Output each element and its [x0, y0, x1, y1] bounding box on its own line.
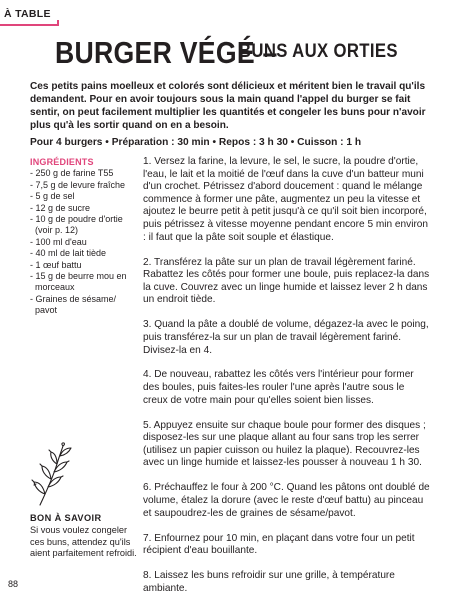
- step-6: 6. Préchauffez le four à 200 °C. Quand les pâtons ont doublé de volume, étalez la dorure (avec le reste d'œuf battu) au pinceau et saupoudrez-les de graines de sésame/pavot.: [143, 482, 430, 519]
- ingredient-item: - 250 g de farine T55: [30, 168, 114, 179]
- ingredient-item: - 15 g de beurre mou en morceaux: [30, 271, 127, 293]
- ingredient-item: - 7,5 g de levure fraîche: [30, 179, 126, 190]
- step-1: 1. Versez la farine, la levure, le sel, le sucre, la poudre d'ortie, l'eau, le lait et la moitié de l'œuf dans la cuve d'un batteur muni d'un crochet. Pétrissez d'abord doucement : quand le mélange commence à former une pâte, augmentez un peu la vitesse et ajoutez le beurre petit à petit jusqu'à ce qu'il soit bien incorporé, puis pétrissez à vitesse moyenne pendant encore 5 min environ : il faut que la pâte soit souple et élastique.: [143, 156, 429, 243]
- ingredients-title: INGRÉDIENTS: [30, 157, 94, 167]
- tip-title: BON À SAVOIR: [30, 513, 102, 523]
- step-7: 7. Enfournez pour 10 min, en plaçant dans votre four un petit récipient d'eau bouillante.: [143, 532, 415, 557]
- herb-sprig-icon: [30, 442, 80, 507]
- page-number: 88: [8, 579, 19, 589]
- section-tag-tick: [57, 20, 59, 26]
- ingredient-item: - 12 g de sucre: [30, 202, 91, 213]
- ingredient-item: - 40 ml de lait tiède: [30, 248, 107, 259]
- recipe-meta: Pour 4 burgers • Préparation : 30 min • Repos : 3 h 30 • Cuisson : 1 h: [30, 137, 362, 148]
- ingredient-item: - 5 g de sel: [30, 191, 75, 202]
- step-5: 5. Appuyez ensuite sur chaque boule pour former des disques ; disposez-les sur une plaque allant au four sans trop les serrer (utilisez un papier cuisson ou huilez la plaque). Recouvrez-les avec un linge humide et laissez-les pousser à nouveau 1 h 30.: [143, 419, 426, 469]
- ingredient-item: - 1 œuf battu: [30, 259, 82, 270]
- ingredients-panel: [30, 157, 135, 317]
- step-8: 8. Laissez les buns refroidir sur une grille, à température ambiante.: [143, 570, 395, 594]
- ingredients-list: [30, 168, 135, 316]
- ingredient-item: - Graines de sésame/ pavot: [30, 293, 117, 316]
- recipe-intro: Ces petits pains moelleux et colorés sont délicieux et méritent bien le travail qu'ils demandent. Pour en avoir toujours sous la main quand l'appel du burger se fait sentir, on peut facilement multiplier les quantités et congeler les buns pour n'avoir plus qu'à les sortir quand on en a besoin.: [30, 81, 426, 131]
- tip-box: [30, 513, 140, 560]
- step-3: 3. Quand la pâte a doublé de volume, dégazez-la avec le poing, puis transférez-la sur un plan de travail légèrement fariné. Divisez-la en 4.: [143, 319, 429, 356]
- recipe-title-sub: BUNS AUX ORTIES: [239, 41, 398, 62]
- ingredient-item: - 10 g de poudre d'ortie (voir p. 12): [30, 214, 123, 236]
- recipe-title-main: BURGER VÉGÉ –: [55, 35, 278, 70]
- section-tag-underline: [0, 24, 58, 26]
- section-tag-label: À TABLE: [4, 8, 51, 20]
- recipe-title: [55, 35, 435, 71]
- recipe-steps: [143, 156, 431, 600]
- tip-text: Si vous voulez congeler ces buns, attendez qu'ils aient parfaitement refroidi.: [30, 525, 137, 559]
- step-4: 4. De nouveau, rabattez les côtés vers l'intérieur pour former des boules, puis faites-les rouler l'une après l'autre sous le creux de votre main pour qu'elles soient bien lisses.: [143, 369, 414, 406]
- section-tag: [0, 7, 70, 29]
- step-2: 2. Transférez la pâte sur un plan de travail légèrement fariné. Rabattez les côtés pour former une boule, puis replacez-la dans la cuve. Couvrez avec un linge humide et laissez lever 2 h dans un endroit tiède.: [143, 256, 430, 306]
- ingredient-item: - 100 ml d'eau: [30, 236, 87, 247]
